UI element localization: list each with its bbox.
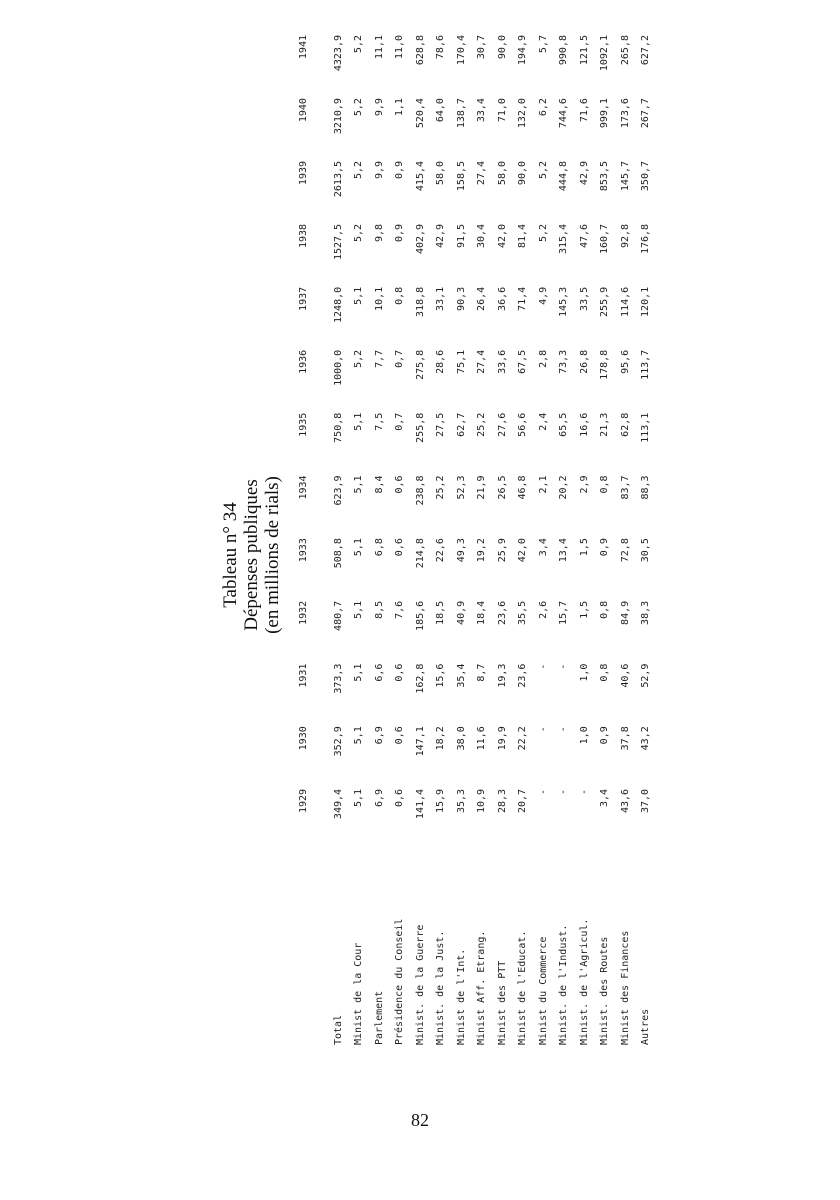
year-header: 1939 xyxy=(298,160,309,186)
table-cell: 9,8 xyxy=(373,223,385,242)
row-label: Minist. de la Just. xyxy=(435,930,447,1045)
table-cell: 0,8 xyxy=(599,663,611,682)
row-label: Minist Aff. Etrang. xyxy=(476,930,488,1045)
table-cell: 121,5 xyxy=(578,35,590,66)
table-row xyxy=(595,35,616,1045)
table-cell: 27,4 xyxy=(476,160,488,186)
table-cell: 8,4 xyxy=(373,475,385,494)
table-cell: 318,8 xyxy=(414,286,426,317)
table-cell: 25,9 xyxy=(496,538,508,563)
table-cell: 6,9 xyxy=(373,726,385,745)
table-cell: 5,1 xyxy=(353,600,365,619)
table-cell: 47,6 xyxy=(578,223,590,249)
table-row xyxy=(349,35,370,1045)
table-cell: 64,0 xyxy=(435,98,447,123)
table-cell: 162,8 xyxy=(414,663,426,694)
year-header: 1935 xyxy=(298,412,309,437)
table-cell: - xyxy=(578,788,590,795)
table-cell: 56,6 xyxy=(517,412,529,437)
table-cell: 75,1 xyxy=(455,349,467,374)
table-cell: 7,7 xyxy=(373,349,385,368)
table-cell: 750,8 xyxy=(332,412,344,443)
row-label: Minist de l'Int. xyxy=(455,948,467,1045)
table-cell: 508,8 xyxy=(332,538,344,569)
table-cell: 22,2 xyxy=(517,726,529,751)
table-cell: 5,7 xyxy=(537,35,549,54)
table-cell: 0,9 xyxy=(394,223,406,242)
table-title-block xyxy=(220,35,283,1075)
table-cell: 120,1 xyxy=(640,286,652,317)
table-cell: 40,9 xyxy=(455,600,467,625)
table-cell: 6,8 xyxy=(373,538,385,557)
table-cell: 214,8 xyxy=(414,538,426,569)
table-cell: 19,9 xyxy=(496,726,508,751)
table-cell: 194,9 xyxy=(517,35,529,66)
table-cell: 5,2 xyxy=(353,98,365,117)
table-cell: 18,5 xyxy=(435,600,447,625)
table-cell: 2,4 xyxy=(537,412,549,431)
table-cell: 37,8 xyxy=(619,726,631,751)
table-cell: 170,4 xyxy=(455,35,467,66)
table-cell: 0,6 xyxy=(394,788,406,808)
table-row xyxy=(513,35,534,1045)
row-label: Total xyxy=(332,1014,344,1045)
table-cell: 71,0 xyxy=(496,98,508,123)
table-cell: 9,9 xyxy=(373,98,385,117)
table-cell: 92,8 xyxy=(619,223,631,249)
table-cell: 349,4 xyxy=(332,788,344,820)
table-cell: 8,7 xyxy=(476,663,488,682)
table-cell: 744,6 xyxy=(558,98,570,129)
table-cell: 178,8 xyxy=(599,349,611,380)
table-cell: 145,3 xyxy=(558,286,570,317)
table-cell: 5,1 xyxy=(353,726,365,745)
table-cell: 42,0 xyxy=(517,538,529,563)
table-row xyxy=(533,35,554,1045)
year-header: 1932 xyxy=(298,600,309,625)
table-cell: 2,8 xyxy=(537,349,549,368)
table-cell: - xyxy=(558,663,570,670)
table-row xyxy=(615,35,636,1045)
table-cell: 33,6 xyxy=(496,349,508,374)
table-row xyxy=(574,35,595,1045)
table-cell: 444,8 xyxy=(558,160,570,192)
table-cell: 255,8 xyxy=(414,412,426,443)
table-cell: 42,0 xyxy=(496,223,508,249)
table-cell: 415,4 xyxy=(414,160,426,192)
year-header: 1931 xyxy=(298,663,309,688)
table-cell: 35,4 xyxy=(455,663,467,688)
table-cell: 255,9 xyxy=(599,286,611,317)
table-cell: 3210,9 xyxy=(332,98,344,135)
table-cell: 5,1 xyxy=(353,788,365,808)
table-cell: 67,5 xyxy=(517,349,529,374)
table-cell: 158,5 xyxy=(455,160,467,192)
table-cell: 21,3 xyxy=(599,412,611,437)
table-cell: 238,8 xyxy=(414,475,426,506)
table-cell: 160,7 xyxy=(599,223,611,255)
table-cell: 10,9 xyxy=(476,788,488,814)
table-cell: 71,6 xyxy=(578,98,590,123)
row-label: Minist. des Routes xyxy=(599,936,611,1045)
table-cell: 84,9 xyxy=(619,600,631,625)
table-cell: 81,4 xyxy=(517,223,529,249)
table-cell: 26,5 xyxy=(496,475,508,500)
table-cell: 91,5 xyxy=(455,223,467,249)
table-cell: 27,4 xyxy=(476,349,488,374)
table-cell: 10,1 xyxy=(373,286,385,311)
table-cell: 0,9 xyxy=(599,726,611,745)
table-cell: 402,9 xyxy=(414,223,426,255)
table-cell: 315,4 xyxy=(558,223,570,255)
table-cell: 15,7 xyxy=(558,600,570,625)
table-cell: 43,2 xyxy=(640,726,652,751)
table-cell: 5,2 xyxy=(353,223,365,242)
table-cell: 6,6 xyxy=(373,663,385,682)
row-label: Minist des PTT xyxy=(496,960,508,1045)
table-cell: 52,3 xyxy=(455,475,467,500)
table-cell: 23,6 xyxy=(517,663,529,688)
table-cell: 37,0 xyxy=(640,788,652,814)
table-cell: 138,7 xyxy=(455,98,467,129)
table-cell: 2613,5 xyxy=(332,160,344,198)
table-cell: 5,1 xyxy=(353,475,365,494)
table-cell: 5,2 xyxy=(537,223,549,242)
table-cell: 35,3 xyxy=(455,788,467,814)
table-cell: 3,4 xyxy=(599,788,611,808)
table-cell: 19,2 xyxy=(476,538,488,563)
table-row xyxy=(451,35,472,1045)
table-cell: 28,3 xyxy=(496,788,508,814)
table-cell: 19,3 xyxy=(496,663,508,688)
table-cell: 18,2 xyxy=(435,726,447,751)
year-header: 1934 xyxy=(298,475,309,500)
row-label: Minist de la Cour xyxy=(353,942,365,1045)
table-cell: 88,3 xyxy=(640,475,652,500)
table-cell: 0,6 xyxy=(394,663,406,682)
table-cell: 11,6 xyxy=(476,726,488,751)
table-cell: 147,1 xyxy=(414,726,426,757)
table-cell: - xyxy=(537,788,549,795)
table-cell: 65,5 xyxy=(558,412,570,437)
table-cell: 18,4 xyxy=(476,600,488,625)
table-cell: 0,8 xyxy=(599,475,611,494)
table-cell: 0,8 xyxy=(394,286,406,305)
table-cell: 30,4 xyxy=(476,223,488,249)
table-cell: 20,2 xyxy=(558,475,570,500)
table-row xyxy=(636,35,657,1045)
expenditure-table xyxy=(298,35,656,1045)
table-cell: 11,0 xyxy=(394,35,406,60)
row-label: Présidence du Conseil xyxy=(394,918,406,1045)
table-cell: 267,7 xyxy=(640,98,652,129)
table-cell: 350,7 xyxy=(640,160,652,192)
table-row xyxy=(410,35,431,1045)
table-row xyxy=(472,35,493,1045)
table-cell: 0,6 xyxy=(394,538,406,557)
table-cell: 22,6 xyxy=(435,538,447,563)
table-cell: 5,1 xyxy=(353,663,365,682)
table-cell: 1000,0 xyxy=(332,349,344,386)
table-body xyxy=(328,35,656,1045)
table-cell: 33,5 xyxy=(578,286,590,311)
table-cell: 113,1 xyxy=(640,412,652,443)
table-cell: 30,7 xyxy=(476,35,488,60)
table-cell: 33,4 xyxy=(476,98,488,123)
table-cell: 5,1 xyxy=(353,286,365,305)
row-label: Minist de l'Educat. xyxy=(517,930,529,1045)
table-cell: 27,5 xyxy=(435,412,447,437)
table-cell: 26,8 xyxy=(578,349,590,374)
table-cell: 21,9 xyxy=(476,475,488,500)
table-cell: 4,9 xyxy=(537,286,549,305)
table-cell: 20,7 xyxy=(517,788,529,814)
table-cell: 71,4 xyxy=(517,286,529,311)
table-cell: 1,0 xyxy=(578,726,590,745)
table-cell: 23,6 xyxy=(496,600,508,625)
table-cell: 6,9 xyxy=(373,788,385,808)
table-cell: 5,1 xyxy=(353,538,365,557)
table-cell: 0,7 xyxy=(394,349,406,368)
table-cell: 73,3 xyxy=(558,349,570,374)
table-row xyxy=(554,35,575,1045)
table-cell: 6,2 xyxy=(537,98,549,117)
year-header: 1940 xyxy=(298,98,309,123)
table-row xyxy=(390,35,411,1045)
table-cell: 520,4 xyxy=(414,98,426,129)
table-cell: 28,6 xyxy=(435,349,447,374)
table-cell: 7,6 xyxy=(394,600,406,619)
table-cell: 0,8 xyxy=(599,600,611,619)
table-cell: 275,8 xyxy=(414,349,426,380)
table-cell: - xyxy=(558,788,570,795)
table-cell: 13,4 xyxy=(558,538,570,563)
table-cell: 42,9 xyxy=(578,160,590,186)
table-cell: 52,9 xyxy=(640,663,652,688)
table-row xyxy=(369,35,390,1045)
table-cell: 35,5 xyxy=(517,600,529,625)
table-cell: 36,6 xyxy=(496,286,508,311)
table-cell: 7,5 xyxy=(373,412,385,431)
row-label: Minist. de l'Agricul. xyxy=(578,918,590,1045)
table-cell: 628,8 xyxy=(414,35,426,66)
table-unit: (en millions de rials) xyxy=(262,476,283,634)
table-cell: 1,5 xyxy=(578,600,590,619)
row-label: Autres xyxy=(640,1008,652,1045)
table-cell: 5,2 xyxy=(537,160,549,180)
label-column-header xyxy=(298,852,328,1045)
table-cell: 1,5 xyxy=(578,538,590,557)
table-cell: 1,1 xyxy=(394,98,406,117)
table-cell: 30,5 xyxy=(640,538,652,563)
table-cell: 43,6 xyxy=(619,788,631,814)
table-cell: 853,5 xyxy=(599,160,611,192)
table-cell: 0,7 xyxy=(394,412,406,431)
year-header: 1929 xyxy=(298,788,309,814)
table-cell: 9,9 xyxy=(373,160,385,180)
table-cell: 2,1 xyxy=(537,475,549,494)
table-cell: 40,6 xyxy=(619,663,631,688)
table-cell: 33,1 xyxy=(435,286,447,311)
table-cell: 62,8 xyxy=(619,412,631,437)
table-cell: 373,3 xyxy=(332,663,344,694)
table-cell: 5,2 xyxy=(353,35,365,54)
table-cell: 72,8 xyxy=(619,538,631,563)
table-cell: 46,8 xyxy=(517,475,529,500)
table-cell: 38,3 xyxy=(640,600,652,625)
row-label: Minist. de la Guerre xyxy=(414,924,426,1045)
table-cell: 58,0 xyxy=(496,160,508,186)
table-cell: 27,6 xyxy=(496,412,508,437)
table-cell: 1092,1 xyxy=(599,35,611,72)
table-cell: 25,2 xyxy=(435,475,447,500)
table-number: Tableau n° 34 xyxy=(220,502,241,608)
table-cell: 0,9 xyxy=(599,538,611,557)
table-cell: 90,3 xyxy=(455,286,467,311)
rotated-table-page xyxy=(220,35,652,1075)
table-cell: 5,2 xyxy=(353,160,365,180)
table-cell: 90,0 xyxy=(517,160,529,186)
table-cell: 132,0 xyxy=(517,98,529,129)
table-cell: 0,6 xyxy=(394,475,406,494)
table-cell: 25,2 xyxy=(476,412,488,437)
table-cell: 1248,0 xyxy=(332,286,344,323)
table-cell: 265,8 xyxy=(619,35,631,66)
row-label: Minist du Commerce xyxy=(537,936,549,1045)
table-cell: 173,6 xyxy=(619,98,631,129)
table-cell: 480,7 xyxy=(332,600,344,631)
table-cell: 999,1 xyxy=(599,98,611,129)
table-cell: 990,8 xyxy=(558,35,570,66)
table-cell: 114,6 xyxy=(619,286,631,317)
table-cell: 185,6 xyxy=(414,600,426,631)
table-cell: 627,2 xyxy=(640,35,652,66)
table-row xyxy=(492,35,513,1045)
table-cell: 90,0 xyxy=(496,35,508,60)
year-header: 1938 xyxy=(298,223,309,249)
table-cell: 2,6 xyxy=(537,600,549,619)
page-number: 82 xyxy=(411,1110,429,1130)
table-cell: 623,9 xyxy=(332,475,344,506)
table-cell: 8,5 xyxy=(373,600,385,619)
table-cell: 95,6 xyxy=(619,349,631,374)
table-cell: 352,9 xyxy=(332,726,344,757)
table-cell: - xyxy=(558,726,570,733)
table-cell: 5,2 xyxy=(353,349,365,368)
table-cell: 49,3 xyxy=(455,538,467,563)
table-cell: 0,6 xyxy=(394,726,406,745)
table-cell: - xyxy=(537,663,549,670)
table-cell: 1,0 xyxy=(578,663,590,682)
table-row xyxy=(328,35,349,1045)
year-header: 1936 xyxy=(298,349,309,374)
table-title: Dépenses publiques xyxy=(241,479,262,631)
table-cell: 15,6 xyxy=(435,663,447,688)
table-cell: 26,4 xyxy=(476,286,488,311)
row-label: Minist des Finances xyxy=(619,930,631,1045)
year-header-row xyxy=(298,35,328,1045)
year-header: 1933 xyxy=(298,538,309,563)
table-cell: 145,7 xyxy=(619,160,631,192)
table-row xyxy=(431,35,452,1045)
table-cell: 16,6 xyxy=(578,412,590,437)
table-cell: 83,7 xyxy=(619,475,631,500)
year-header: 1937 xyxy=(298,286,309,311)
table-cell: 62,7 xyxy=(455,412,467,437)
table-cell: 5,1 xyxy=(353,412,365,431)
table-cell: 1527,5 xyxy=(332,223,344,261)
table-cell: 0,9 xyxy=(394,160,406,180)
table-cell: 58,0 xyxy=(435,160,447,186)
table-cell: 15,9 xyxy=(435,788,447,814)
table-cell: 42,9 xyxy=(435,223,447,249)
table-cell: 141,4 xyxy=(414,788,426,820)
table-cell: 176,8 xyxy=(640,223,652,255)
table-cell: 3,4 xyxy=(537,538,549,557)
table-cell: 38,0 xyxy=(455,726,467,751)
table-cell: - xyxy=(537,726,549,733)
row-label: Minist. de l'Indust. xyxy=(558,924,570,1045)
table-cell: 2,9 xyxy=(578,475,590,494)
table-cell: 4323,9 xyxy=(332,35,344,72)
year-header: 1930 xyxy=(298,726,309,751)
table-cell: 11,1 xyxy=(373,35,385,60)
year-header: 1941 xyxy=(298,35,309,60)
table-cell: 113,7 xyxy=(640,349,652,380)
table-cell: 78,6 xyxy=(435,35,447,60)
row-label: Parlement xyxy=(373,990,385,1045)
